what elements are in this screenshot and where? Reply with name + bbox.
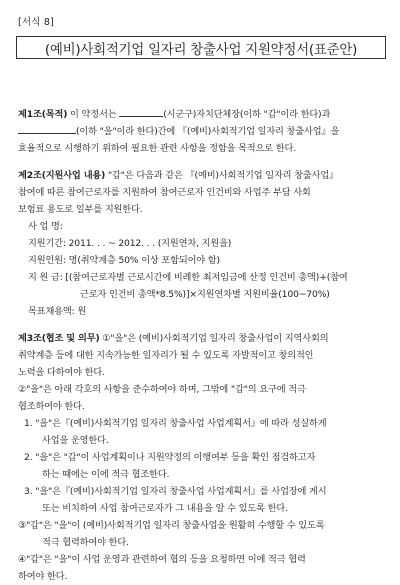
article1-party-a: (시군구)자치단체장: [163, 109, 240, 120]
blank-field: [18, 133, 76, 134]
article2-line2: 참여에 따른 참여근로자를 지원하여 참여근로자 인건비와 사업주 부담 사회: [18, 187, 311, 198]
article3-item2: 2. "을"은 "갑"이 사업계획이나 지원약정의 이행여부 등을 확인 점검하고자: [24, 452, 316, 463]
field-target-amount: 목표채용액: 원: [28, 306, 87, 317]
article3-line3: 노력을 다하여야 한다.: [18, 367, 105, 378]
title-box: [16, 36, 386, 59]
article3-item3: 3. "을"은『(예비)사회적기업 일자리 창출사업 사업계획서』를 사업장에 게시: [24, 486, 327, 497]
article3-line1: [18, 330, 386, 347]
field-support-amount-cont: 근로자 인건비 총액*8.5%)]×지원연차별 지원비율(100~70%): [80, 289, 330, 300]
article3-item2-cont: 하는 때에는 이에 적극 협조한다.: [42, 469, 170, 480]
article3-heading: 제3조(협조 및 의무): [18, 333, 100, 344]
field-business-name: 사 업 명:: [28, 221, 63, 232]
article1-heading: 제1조(목적): [18, 109, 68, 120]
field-support-period: 지원기간: 2011. . . ~ 2012. . . (지원연차, 지원을): [28, 238, 232, 249]
article3-para4-cont: 하여야 한다.: [18, 571, 68, 582]
article2-heading: 제2조(지원사업 내용): [18, 170, 106, 181]
article3-para3: ③"갑"은 "을"이 (예비)사회적기업 일자리 창출사업을 원활히 수행할 수 있도록: [18, 520, 325, 531]
field-support-amount: 지 원 금: [(참여근로자별 근로시간에 비례한 최저임금에 산정 인건비 총액)+(참여: [28, 272, 348, 283]
article3-para3-cont: 적극 협력하여야 한다.: [42, 537, 129, 548]
article1-text: 이 약정서는: [67, 109, 120, 120]
article3-para4: ④"갑"은 "을"이 사업 운영과 관련하여 협의 등을 요청하면 이에 적극 협력: [18, 554, 306, 565]
article3-line2: 취약계층 등에 대한 지속가능한 일자리가 될 수 있도록 자발적이고 창의적인: [18, 350, 314, 361]
article3-item3-cont: 또는 비치하여 사업 참여근로자가 그 내용을 알 수 있도록 한다.: [42, 503, 288, 514]
article3-para2: ②"을"은 아래 각호의 사항을 준수하여야 하며, 그밖에 "갑"의 요구에 적극: [18, 384, 306, 395]
article2-text: "갑"은 다음과 같은 『(예비)사회적기업 일자리 창출사업』: [105, 170, 339, 181]
article2-line3: 보험료 용도로 일부를 지원한다.: [18, 204, 143, 215]
article3-text: ①"을"은 (예비)사회적기업 일자리 창출사업이 지역사회의: [99, 333, 329, 344]
blank-field: [119, 116, 163, 117]
article3-item1-cont: 사업을 운영한다.: [42, 435, 109, 446]
document-title: (예비)사회적기업 일자리 창출사업 지원약정서(표준안): [44, 41, 358, 58]
field-support-headcount: 지원인원: 명(취약계층 50% 이상 포함되어야 함): [28, 255, 220, 266]
article1-line2: [18, 123, 386, 140]
article1-text: (이하 "을"이라 한다)간에 『(예비)사회적기업 일자리 창출사업』을: [76, 126, 340, 137]
contract-body: [18, 106, 386, 585]
article1-line1: [18, 106, 386, 123]
article1-text: (이하 "갑"이라 한다)과: [239, 109, 331, 120]
article3-para2-cont: 협조하여야 한다.: [18, 401, 85, 412]
form-number: [서식 8]: [18, 17, 55, 28]
article3-item1: 1. "을"은『(예비)사회적기업 일자리 창출사업 사업계획서』에 따라 성실하게: [24, 418, 327, 429]
article2-line1: [18, 167, 386, 184]
article1-line3: 효율적으로 시행하기 위하여 필요한 관련 사항을 정함을 목적으로 한다.: [18, 143, 296, 154]
